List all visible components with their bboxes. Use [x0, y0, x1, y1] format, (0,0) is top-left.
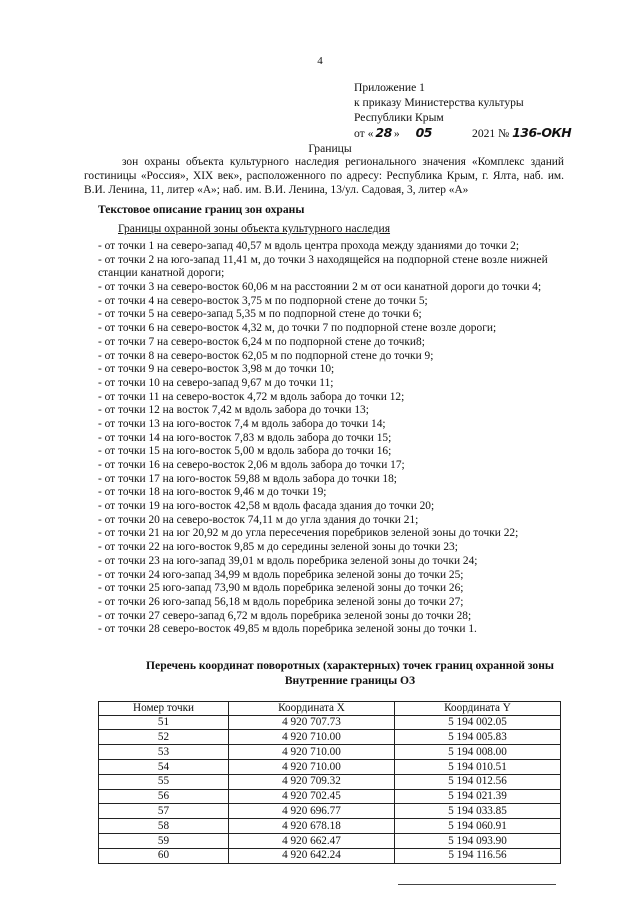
date-prefix: от «: [354, 127, 374, 141]
cell-point-number: 53: [99, 745, 229, 760]
footer-rule: [398, 884, 556, 885]
boundary-point-item: - от точки 13 на юго-восток 7,4 м вдоль забора до точки 14;: [98, 417, 386, 430]
coordinates-table-body: [99, 715, 561, 863]
title-description: зон охраны объекта культурного наследия регионального значения «Комплекс зданий гостиницы «Россия», XIX век», расположенного по адресу: Республика Крым, г. Ялта, наб. им. В.И. Ленина, 11, литер «А»; наб. им. В.И. Ленина, 13/ул. Садовая, 3, литер «А»: [84, 156, 564, 197]
boundary-point-item: - от точки 4 на северо-восток 3,75 м по подпорной стене до точки 5;: [98, 294, 428, 307]
cell-point-number: 58: [99, 819, 229, 834]
boundary-point-item: - от точки 20 на северо-восток 74,11 м до угла здания до точки 21;: [98, 513, 419, 526]
date-mid: »: [393, 127, 400, 141]
table-row: [99, 730, 561, 745]
header-point-number: Номер точки: [99, 702, 229, 716]
cell-coordinate-y: 5 194 093.90: [395, 833, 561, 848]
handwritten-day: 28: [375, 125, 392, 141]
table-title-line-2: Внутренние границы ОЗ: [284, 674, 416, 688]
appendix-line-1: Приложение 1: [354, 81, 425, 94]
page-number: 4: [317, 55, 323, 67]
cell-coordinate-x: 4 920 710.00: [229, 759, 395, 774]
cell-point-number: 54: [99, 759, 229, 774]
boundary-point-item: - от точки 21 на юг 20,92 м до угла пересечения поребриков зеленой зоны до точки 22;: [98, 527, 519, 540]
cell-coordinate-x: 4 920 696.77: [229, 804, 395, 819]
boundary-point-item: - от точки 8 на северо-восток 62,05 м по подпорной стене до точки 9;: [98, 349, 434, 362]
boundary-point-item: - от точки 27 северо-запад 6,72 м вдоль поребрика зеленой зоны до точки 28;: [98, 609, 472, 622]
boundary-point-item: - от точки 15 на юго-восток 5,00 м вдоль забора до точки 16;: [98, 445, 392, 458]
boundary-point-item: - от точки 10 на северо-запад 9,67 м до точки 11;: [98, 376, 334, 389]
subsection-heading: Границы охранной зоны объекта культурного наследия: [118, 222, 391, 235]
boundary-point-item: - от точки 26 юго-запад 56,18 м вдоль поребрика зеленой зоны до точки 27;: [98, 595, 464, 608]
table-header-row: [99, 702, 561, 716]
handwritten-month: 05: [415, 125, 433, 141]
cell-coordinate-y: 5 194 021.39: [395, 789, 561, 804]
boundary-point-item: - от точки 18 на юго-восток 9,46 м до точки 19;: [98, 486, 327, 499]
cell-coordinate-x: 4 920 662.47: [229, 833, 395, 848]
cell-point-number: 56: [99, 789, 229, 804]
boundary-point-item: - от точки 24 юго-запад 34,99 м вдоль поребрика зеленой зоны до точки 25;: [98, 568, 464, 581]
boundary-point-item: - от точки 1 на северо-запад 40,57 м вдоль центра прохода между зданиями до точки 2;: [98, 240, 520, 252]
cell-point-number: 52: [99, 730, 229, 745]
boundary-point-item: - от точки 11 на северо-восток 4,72 м вдоль забора до точки 12;: [98, 390, 405, 403]
cell-point-number: 57: [99, 804, 229, 819]
table-row: [99, 745, 561, 760]
boundary-point-item: - от точки 23 на юго-запад 39,01 м вдоль поребрика зеленой зоны до точки 24;: [98, 554, 478, 567]
boundary-point-item: - от точки 9 на северо-восток 3,98 м до точки 10;: [98, 363, 335, 376]
boundary-point-item: - от точки 16 на северо-восток 2,06 м вдоль забора до точки 17;: [98, 459, 405, 471]
boundary-points-list: [98, 240, 558, 637]
boundary-point-item: - от точки 12 на восток 7,42 м вдоль забора до точки 13;: [98, 404, 369, 417]
cell-point-number: 59: [99, 833, 229, 848]
table-row: [99, 789, 561, 804]
coordinates-table: [98, 701, 561, 864]
appendix-line-2: к приказу Министерства культуры: [354, 95, 524, 109]
table-row: [99, 759, 561, 774]
section-heading: Текстовое описание границ зон охраны: [98, 203, 305, 216]
cell-coordinate-y: 5 194 002.05: [395, 715, 561, 730]
cell-coordinate-y: 5 194 005.83: [395, 730, 561, 745]
handwritten-order-number: 136-ОКН: [512, 125, 572, 141]
cell-coordinate-x: 4 920 710.00: [229, 745, 395, 760]
appendix-line-3: Республики Крым: [354, 110, 444, 124]
document-title: Границы: [308, 142, 352, 155]
cell-coordinate-x: 4 920 678.18: [229, 819, 395, 834]
cell-coordinate-x: 4 920 710.00: [229, 730, 395, 745]
table-row: [99, 819, 561, 834]
table-title: [0, 658, 640, 688]
boundary-point-item: - от точки 7 на северо-восток 6,24 м по подпорной стене до точки8;: [98, 335, 425, 348]
boundary-point-item: - от точки 17 на юго-восток 59,88 м вдоль забора до точки 18;: [98, 472, 397, 485]
order-date-line: [354, 125, 571, 142]
cell-coordinate-y: 5 194 012.56: [395, 774, 561, 789]
table-row: [99, 774, 561, 789]
table-row: [99, 804, 561, 819]
cell-point-number: 60: [99, 848, 229, 863]
order-year: 2021 №: [472, 127, 510, 141]
boundary-point-item: - от точки 19 на юго-восток 42,58 м вдоль фасада здания до точки 20;: [98, 500, 435, 513]
table-row: [99, 848, 561, 863]
boundary-point-item: - от точки 25 юго-запад 73,90 м вдоль поребрика зеленой зоны до точки 26;: [98, 582, 464, 595]
cell-coordinate-y: 5 194 008.00: [395, 745, 561, 760]
cell-point-number: 55: [99, 774, 229, 789]
cell-coordinate-x: 4 920 702.45: [229, 789, 395, 804]
boundary-point-item: - от точки 3 на северо-восток 60,06 м на расстоянии 2 м от оси канатной дороги до точки 4;: [98, 281, 542, 294]
cell-coordinate-x: 4 920 707.73: [229, 715, 395, 730]
table-row: [99, 833, 561, 848]
table-row: [99, 715, 561, 730]
appendix-block: [354, 81, 571, 142]
cell-coordinate-y: 5 194 116.56: [395, 848, 561, 863]
cell-point-number: 51: [99, 715, 229, 730]
table-title-line-1: Перечень координат поворотных (характерных) точек границ охранной зоны: [146, 659, 554, 672]
header-coordinate-x: Координата X: [229, 702, 395, 716]
boundary-point-item: - от точки 5 на северо-запад 5,35 м по подпорной стене до точки 6;: [98, 308, 422, 321]
boundary-point-item: - от точки 22 на юго-восток 9,85 м до середины зеленой зоны до точки 23;: [98, 541, 458, 554]
cell-coordinate-y: 5 194 010.51: [395, 759, 561, 774]
boundary-point-item: - от точки 6 на северо-восток 4,32 м, до точки 7 по подпорной стене возле дороги;: [98, 322, 497, 335]
cell-coordinate-y: 5 194 033.85: [395, 804, 561, 819]
cell-coordinate-x: 4 920 709.32: [229, 774, 395, 789]
boundary-point-item: - от точки 28 северо-восток 49,85 м вдоль поребрика зеленой зоны до точки 1.: [98, 623, 477, 636]
header-coordinate-y: Координата Y: [395, 702, 561, 716]
boundary-point-item: - от точки 14 на юго-восток 7,83 м вдоль забора до точки 15;: [98, 431, 392, 444]
boundary-point-item: - от точки 2 на юго-запад 11,41 м, до точки 3 находящейся на подпорной стене возле нижней станции канатной дороги;: [98, 253, 548, 280]
cell-coordinate-x: 4 920 642.24: [229, 848, 395, 863]
cell-coordinate-y: 5 194 060.91: [395, 819, 561, 834]
